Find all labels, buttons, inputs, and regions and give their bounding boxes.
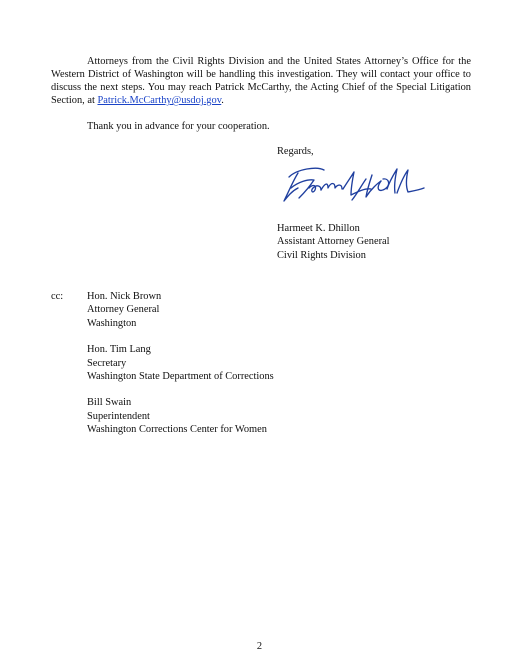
cc-recipient-organization: Washington Corrections Center for Women bbox=[87, 424, 267, 436]
cc-recipient-name: Hon. Tim Lang bbox=[87, 344, 151, 356]
email-link[interactable]: Patrick.McCarthy@usdoj.gov bbox=[97, 95, 222, 106]
handwritten-signature bbox=[279, 164, 429, 206]
cc-recipient-name: Hon. Nick Brown bbox=[87, 291, 162, 302]
paragraph-end: . bbox=[221, 95, 224, 106]
cc-recipient bbox=[87, 343, 274, 383]
signer-name: Harmeet K. Dhillon bbox=[277, 223, 360, 234]
signer-title: Assistant Attorney General bbox=[277, 236, 390, 248]
cc-recipient bbox=[87, 396, 274, 436]
cc-recipient-organization: Washington State Department of Corrections bbox=[87, 371, 274, 383]
signer-division: Civil Rights Division bbox=[277, 249, 366, 261]
cc-recipient-list bbox=[87, 290, 274, 450]
closing-salutation: Regards, bbox=[277, 146, 314, 157]
cc-recipient-title: Superintendent bbox=[87, 410, 150, 422]
cc-recipient-title: Secretary bbox=[87, 357, 127, 369]
cc-recipient-title: Attorney General bbox=[87, 304, 160, 316]
cc-label: cc: bbox=[51, 291, 64, 302]
investigation-paragraph bbox=[51, 55, 471, 107]
cc-recipient bbox=[87, 290, 274, 330]
paragraph-text: Attorneys from the Civil Rights Division and the United States Attorney’s Office for the Western District of Washington will be handling this investigation. They will contact your office to discuss the next steps. You may reach Patrick McCarthy, the Acting Chief of the Special Litigation Section, at bbox=[51, 56, 471, 106]
thank-you-line: Thank you in advance for your cooperation. bbox=[87, 121, 270, 132]
page-number: 2 bbox=[256, 641, 263, 652]
cc-recipient-organization: Washington bbox=[87, 317, 137, 329]
cc-recipient-name: Bill Swain bbox=[87, 397, 132, 409]
signature-block bbox=[277, 222, 390, 262]
